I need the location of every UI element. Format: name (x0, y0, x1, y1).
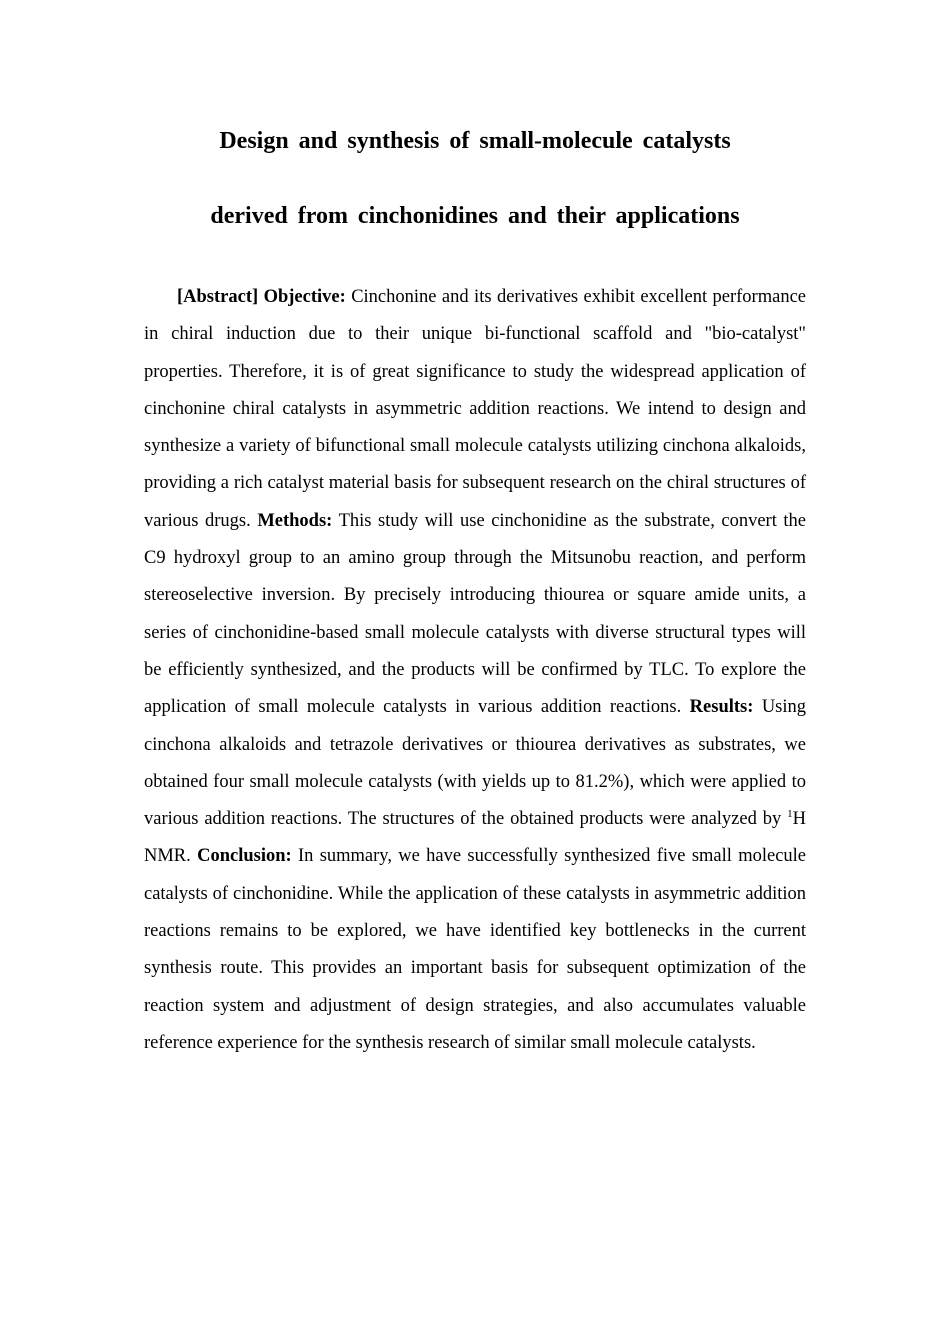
paper-title-line-2: derived from cinchonidines and their applications (210, 203, 740, 229)
objective-text: Cinchonine and its derivatives exhibit excellent performance in chiral induction due to their unique bi-functional scaffold and "bio-catalyst" properties. Therefore, it is of great significance to study the widespread application of cinchonine chiral catalysts in asymmetric addition reactions. We intend to design and synthesize a variety of bifunctional small molecule catalysts utilizing cinchona alkaloids, providing a rich catalyst material basis for subsequent research on the chiral structures of various drugs. (144, 287, 806, 531)
conclusion-text: In summary, we have successfully synthesized five small molecule catalysts of cinchonidine. While the application of these catalysts in asymmetric addition reactions remains to be explored, we have identified key bottlenecks in the current synthesis route. This provides an important basis for subsequent optimization of the reaction system and adjustment of design strategies, and also accumulates valuable reference experience for the synthesis research of similar small molecule catalysts. (144, 846, 807, 1053)
paper-title-line-1: Design and synthesis of small-molecule catalysts (219, 128, 731, 154)
nmr-superscript: 1 (787, 808, 793, 821)
abstract-tag: [Abstract] (177, 287, 259, 307)
methods-label: Methods: (257, 510, 333, 531)
conclusion-label: Conclusion: (197, 846, 292, 867)
results-text: Using cinchona alkaloids and tetrazole derivatives or thiourea derivatives as substrates, we obtained four small molecule catalysts (with yields up to 81.2%), which were applied to various addition reactions. The structures of the obtained products were analyzed by (144, 697, 807, 830)
methods-text: This study will use cinchonidine as the substrate, convert the C9 hydroxyl group to an amino group through the Mitsunobu reaction, and perform stereoselective inversion. By precisely introducing thiourea or square amide units, a series of cinchonidine-based small molecule catalysts with diverse structural types will be efficiently synthesized, and the products will be confirmed by TLC. To explore the application of small molecule catalysts in various addition reactions. (144, 510, 807, 718)
objective-label: Objective: (263, 287, 346, 307)
nmr-text: H NMR. (144, 809, 806, 867)
results-label: Results: (689, 697, 754, 718)
abstract-paragraph (144, 279, 806, 1062)
